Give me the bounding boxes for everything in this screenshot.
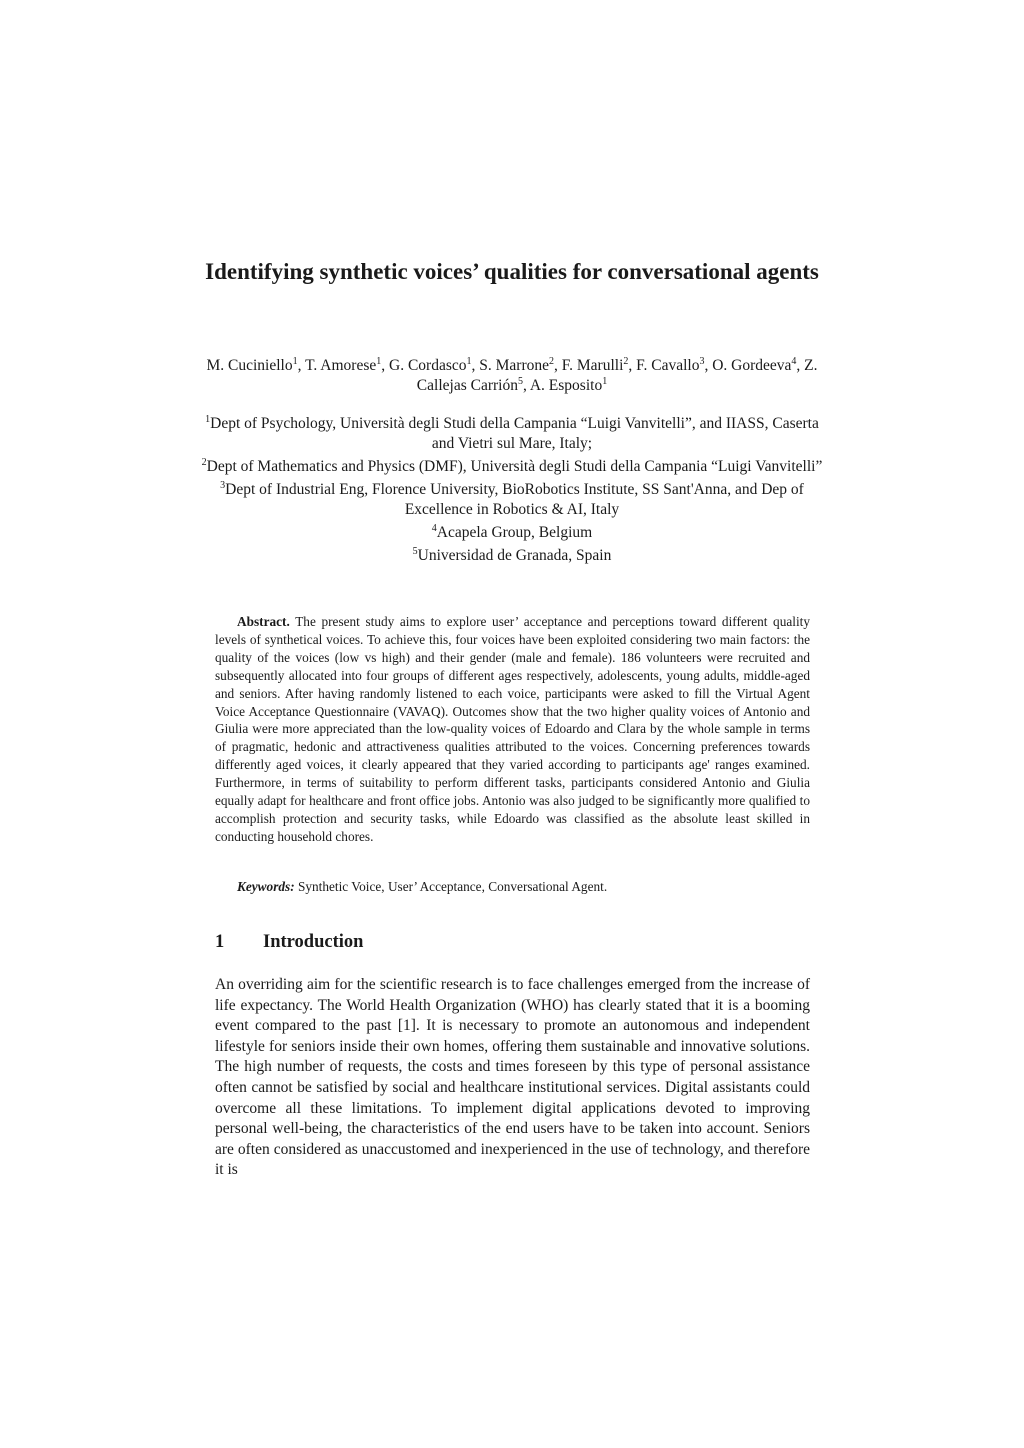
abstract-text: The present study aims to explore user’ acceptance and perceptions toward different quality levels of synthetical voices. To achieve this, four voices have been exploited considering two main factors: the quality of the voices (low vs high) and their gender (male and female). 186 volunteers were recruited and subsequently allocated into four groups of different ages respectively, adolescents, young adults, middle-aged and seniors. After having randomly listened to each voice, participants were asked to fill the Virtual Agent Voice Acceptance Questionnaire (VAVAQ). Outcomes show that the two higher quality voices of Antonio and Giulia were more appreciated than the low-quality voices of Edoardo and Clara by the whole sample in terms of pragmatic, hedonic and attractiveness qualities attributed to the voices. Concerning preferences towards differently aged voices, it clearly appeared that they varied according to participants age' ranges examined. Furthermore, in terms of suitability to perform different tasks, participants considered Antonio and Giulia equally adapt for healthcare and front office jobs. Antonio was also judged to be significantly more qualified to accomplish protection and security tasks, while Edoardo was classified as the absolute least skilled in conducting household chores. bbox=[215, 614, 810, 844]
paper-title: Identifying synthetic voices’ qualities for conversational agents bbox=[205, 259, 819, 284]
author: Z. Callejas Carrión$^5$, bbox=[416, 357, 818, 394]
author: O. Gordeeva$^4$, bbox=[712, 355, 805, 374]
affiliation: $^5$Universidad de Granada, Spain bbox=[412, 545, 612, 564]
abstract bbox=[215, 613, 810, 846]
affiliation: $^4$Acapela Group, Belgium bbox=[431, 522, 593, 541]
affiliation: $^2$Dept of Mathematics and Physics (DMF), Università degli Studi della Campania “Luigi Vanvitelli” bbox=[201, 456, 823, 475]
section-number: 1 bbox=[215, 932, 225, 952]
author: F. Marulli$^2$, bbox=[561, 355, 637, 374]
keywords-label: Keywords: bbox=[237, 879, 295, 894]
author: T. Amorese$^1$, bbox=[305, 355, 389, 374]
affiliation: $^3$Dept of Industrial Eng, Florence University, BioRobotics Institute, SS Sant'Anna, and Dep of Excellence in Robotics & AI, Italy bbox=[220, 479, 804, 518]
author-list bbox=[200, 356, 824, 396]
author: S. Marrone$^2$, bbox=[479, 355, 562, 374]
author: M. Cuciniello$^1$, bbox=[206, 355, 306, 374]
affiliation: $^1$Dept of Psychology, Università degli Studi della Campania “Luigi Vanvitelli”, and IIASS, Caserta and Vietri sul Mare, Italy; bbox=[205, 413, 819, 452]
author: A. Esposito$^1$ bbox=[529, 375, 608, 394]
section-body: An overriding aim for the scientific research is to face challenges emerged from the increase of life expectancy. The World Health Organization (WHO) has clearly stated that it is a booming event compared to the past [1]. It is necessary to promote an autonomous and independent lifestyle for seniors inside their own homes, offering them sustainable and innovative solutions. The high number of requests, the costs and times foreseen by this type of personal assistance often cannot be satisfied by social and healthcare institutional services. Digital assistants could overcome all these limitations. To implement digital applications devoted to improving personal well-being, the characteristics of the end users have to be taken into account. Seniors are often considered as unaccustomed and inexperienced in the use of technology, and therefore it is bbox=[215, 976, 810, 1179]
author: F. Cavallo$^3$, bbox=[636, 355, 713, 374]
section-title: Introduction bbox=[263, 932, 364, 952]
keywords-text: Synthetic Voice, User’ Acceptance, Conversational Agent. bbox=[297, 879, 608, 894]
keywords bbox=[215, 878, 810, 896]
section-heading bbox=[215, 929, 363, 955]
affiliation-list bbox=[200, 414, 824, 569]
abstract-label: Abstract. bbox=[237, 614, 290, 629]
author: G. Cordasco$^1$, bbox=[389, 355, 480, 374]
